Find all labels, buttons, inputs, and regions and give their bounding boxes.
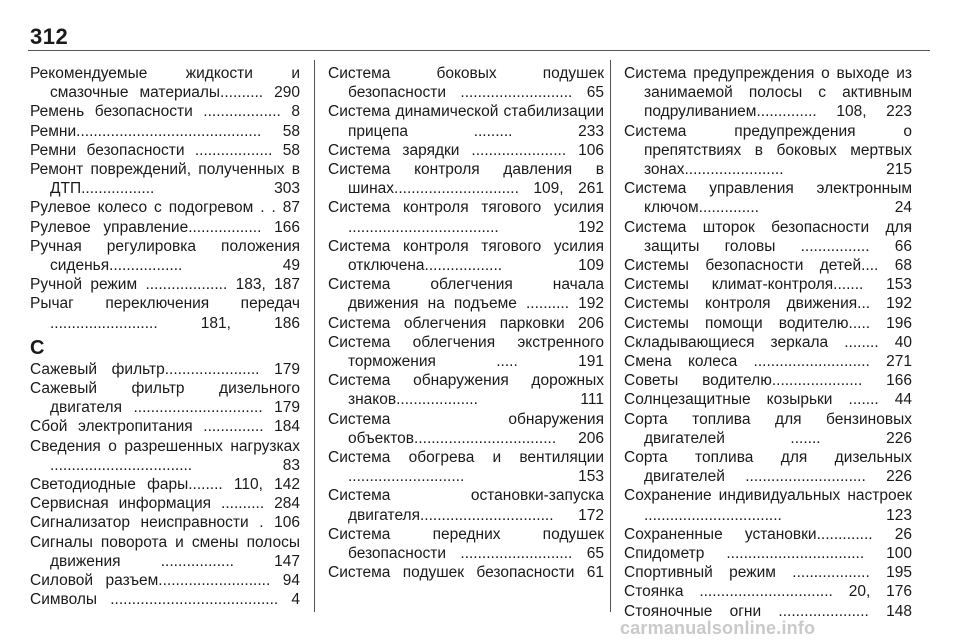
index-entry: Ручной режим ................... 183, 187 [30,276,300,294]
index-entry: Сервисная информация .......... 284 [30,495,300,513]
index-entry: Системы климат-контроля....... 153 [624,276,912,294]
index-column-2 [328,64,604,582]
index-entry: Система зарядки ...................... 106 [328,141,604,159]
index-entry: Система контроля тягового усилия ................................... 192 [328,199,604,236]
index-entry: Ремни безопасности .................. 58 [30,141,300,159]
index-entry: Ремень безопасности .................. 8 [30,103,300,121]
index-entry: Сохранение индивидуальных настроек ................................ 123 [624,487,912,524]
index-entry: Система контроля давления в шинах............................. 109, 261 [328,161,604,198]
index-entry: Система обнаружения дорожных знаков................... 111 [328,372,604,409]
index-entry: Система обнаружения объектов................................. 206 [328,410,604,447]
index-entry: Система облегчения парковки 206 [328,314,604,332]
page-number: 312 [30,24,69,49]
watermark: carmanualsonline.info [620,618,816,638]
index-entry: Системы безопасности детей.... 68 [624,257,912,275]
index-entry: Сорта топлива для дизельных двигателей ............................ 226 [624,449,912,486]
section-letter: С [30,336,45,359]
index-entry: Спидометр ................................ 100 [624,545,912,563]
column-divider [610,60,611,612]
index-entry: Система динамической стабилизации прицепа ......... 233 [328,103,604,140]
index-entry: Система передних подушек безопасности .......................... 65 [328,525,604,563]
index-entry: Складывающиеся зеркала ........ 40 [624,333,912,351]
index-entry: Рычаг переключения передач ......................... 181, 186 [30,295,300,332]
index-entry: Система управления электронным ключом.............. 24 [624,180,912,217]
index-entry: Солнцезащитные козырьки ....... 44 [624,391,912,409]
index-entry: Сигнализатор неисправности . 106 [30,514,300,532]
index-entry: Сохраненные установки............. 26 [624,525,912,543]
index-entry: Стояночные огни ..................... 148 [624,602,912,620]
index-entry: Система облегчения начала движения на подъеме .......... 192 [328,276,604,313]
index-entry: Система предупреждения о выходе из занимаемой полосы с активным подруливанием.............. 108, 223 [624,65,912,121]
index-entry: Сбой электропитания .............. 184 [30,418,300,436]
column-divider [314,60,315,612]
index-entry: Силовой разъем.......................... 94 [30,572,300,590]
index-entry: Система остановки-запуска двигателя............................... 172 [328,487,604,524]
index-entry: Система обогрева и вентиляции ........................... 153 [328,449,604,486]
index-column-3 [624,64,912,621]
index-entry: Сажевый фильтр...................... 179 [30,360,300,378]
index-entry: Спортивный режим .................. 195 [624,564,912,582]
index-entry: Сигналы поворота и смены полосы движения ................. 147 [30,533,300,570]
index-entry: Рекомендуемые жидкости и смазочные материалы.......... 290 [30,65,300,102]
index-entry: Система подушек безопасности 61 [328,564,604,582]
index-entry: Система контроля тягового усилия отключена.................. 109 [328,237,604,275]
index-entry: Стоянка ............................... 20, 176 [624,583,912,601]
index-entry: Светодиодные фары........ 110, 142 [30,476,300,494]
index-entry: Рулевое колесо с подогревом . . 87 [30,199,300,217]
index-entry: Система боковых подушек безопасности .......................... 65 [328,65,604,102]
index-entry: Символы ....................................... 4 [30,591,300,609]
index-entry: Сажевый фильтр дизельного двигателя .............................. 179 [30,380,300,417]
index-entry: Советы водителю..................... 166 [624,372,912,390]
index-column-1 [30,64,300,609]
index-entry: Система шторок безопасности для защиты головы ................ 66 [624,218,912,255]
index-entry: Рулевое управление................. 166 [30,218,300,236]
index-entry: Система предупреждения о препятствиях в боковых мертвых зонах....................... 215 [624,122,912,179]
index-entry: Система облегчения экстренного торможения ..... 191 [328,333,604,371]
index-entry: Ручная регулировка положения сиденья................. 49 [30,237,300,275]
index-entry: Сведения о разрешенных нагрузках ................................. 83 [30,437,300,474]
index-entry: Системы помощи водителю..... 196 [624,314,912,332]
index-entry: Сорта топлива для бензиновых двигателей ....... 226 [624,410,912,447]
index-entry: Системы контроля движения... 192 [624,295,912,313]
header-rule [28,50,930,51]
index-entry: Ремни........................................... 58 [30,122,300,140]
index-entry: Смена колеса ........................... 271 [624,353,912,371]
index-entry: Ремонт повреждений, полученных в ДТП................. 303 [30,161,300,198]
